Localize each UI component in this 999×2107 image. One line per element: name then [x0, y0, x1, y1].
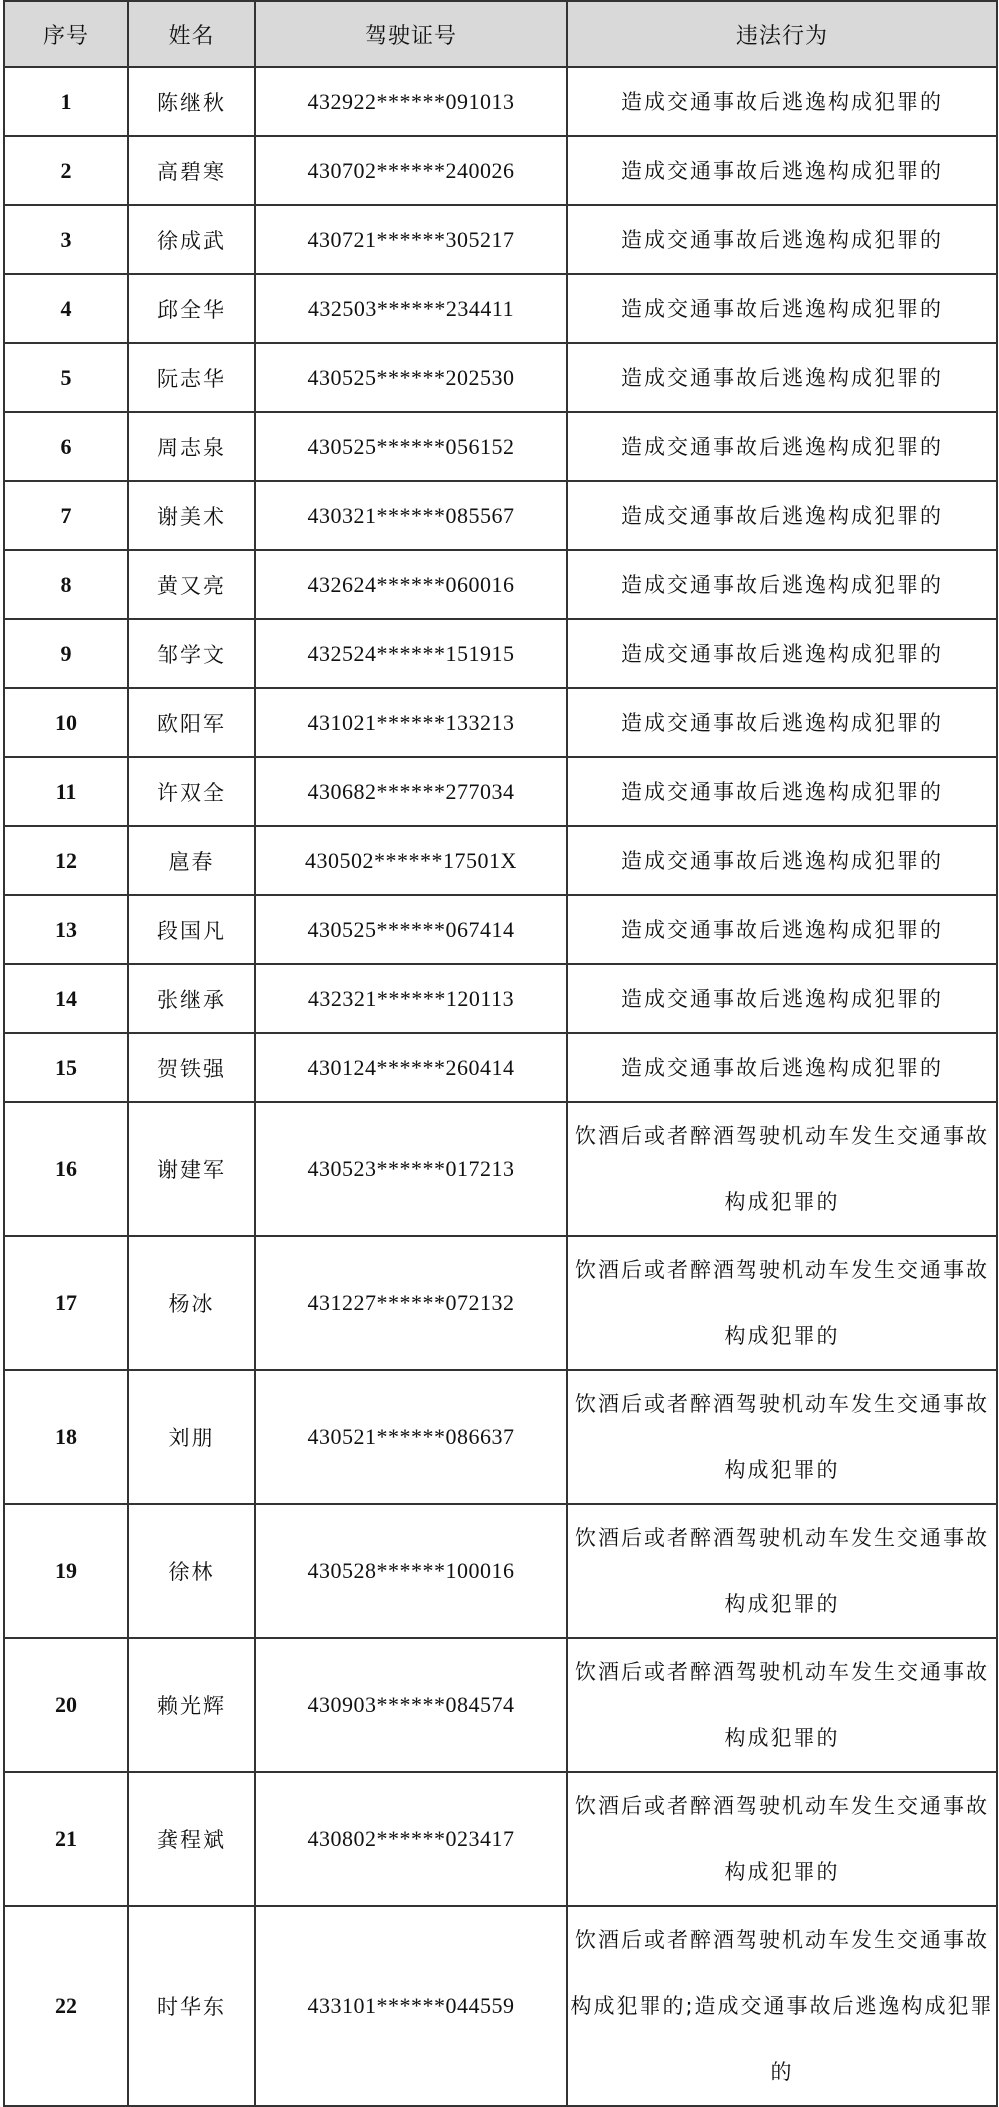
cell-serial-number: 14: [4, 964, 128, 1033]
cell-serial-number: 4: [4, 274, 128, 343]
cell-violation: 饮酒后或者醉酒驾驶机动车发生交通事故构成犯罪的: [567, 1102, 997, 1236]
cell-violation: 饮酒后或者醉酒驾驶机动车发生交通事故构成犯罪的: [567, 1638, 997, 1772]
cell-violation: 造成交通事故后逃逸构成犯罪的: [567, 757, 997, 826]
cell-license-number: 430721******305217: [255, 205, 567, 274]
cell-serial-number: 7: [4, 481, 128, 550]
table-row: [4, 826, 997, 895]
cell-license-number: 430525******202530: [255, 343, 567, 412]
cell-name: 陈继秋: [128, 67, 255, 136]
cell-serial-number: 22: [4, 1906, 128, 2106]
table-row: [4, 1370, 997, 1504]
cell-serial-number: 5: [4, 343, 128, 412]
cell-name: 黄又亮: [128, 550, 255, 619]
cell-violation: 饮酒后或者醉酒驾驶机动车发生交通事故构成犯罪的: [567, 1236, 997, 1370]
table-row: [4, 1504, 997, 1638]
cell-license-number: 431227******072132: [255, 1236, 567, 1370]
cell-license-number: 430521******086637: [255, 1370, 567, 1504]
table-row: [4, 619, 997, 688]
cell-name: 刘朋: [128, 1370, 255, 1504]
cell-serial-number: 8: [4, 550, 128, 619]
cell-name: 周志泉: [128, 412, 255, 481]
cell-license-number: 430682******277034: [255, 757, 567, 826]
cell-serial-number: 18: [4, 1370, 128, 1504]
cell-license-number: 432503******234411: [255, 274, 567, 343]
cell-serial-number: 2: [4, 136, 128, 205]
cell-serial-number: 13: [4, 895, 128, 964]
header-license-number: 驾驶证号: [255, 1, 567, 67]
cell-name: 扈春: [128, 826, 255, 895]
cell-name: 谢建军: [128, 1102, 255, 1236]
cell-license-number: 430528******100016: [255, 1504, 567, 1638]
cell-name: 赖光辉: [128, 1638, 255, 1772]
cell-serial-number: 9: [4, 619, 128, 688]
cell-license-number: 430502******17501X: [255, 826, 567, 895]
cell-violation: 饮酒后或者醉酒驾驶机动车发生交通事故构成犯罪的;造成交通事故后逃逸构成犯罪的: [567, 1906, 997, 2106]
cell-serial-number: 19: [4, 1504, 128, 1638]
table-row: [4, 757, 997, 826]
cell-serial-number: 15: [4, 1033, 128, 1102]
cell-serial-number: 3: [4, 205, 128, 274]
cell-license-number: 431021******133213: [255, 688, 567, 757]
table-row: [4, 1638, 997, 1772]
violation-records-table: [3, 0, 998, 2107]
cell-name: 许双全: [128, 757, 255, 826]
header-row: [4, 1, 997, 67]
cell-serial-number: 6: [4, 412, 128, 481]
cell-violation: 造成交通事故后逃逸构成犯罪的: [567, 67, 997, 136]
cell-name: 龚程斌: [128, 1772, 255, 1906]
table-row: [4, 1236, 997, 1370]
table-body: [4, 67, 997, 2106]
table-row: [4, 1102, 997, 1236]
cell-license-number: 432922******091013: [255, 67, 567, 136]
table-row: [4, 550, 997, 619]
header-name: 姓名: [128, 1, 255, 67]
cell-license-number: 430802******023417: [255, 1772, 567, 1906]
cell-violation: 造成交通事故后逃逸构成犯罪的: [567, 412, 997, 481]
cell-serial-number: 12: [4, 826, 128, 895]
table-row: [4, 895, 997, 964]
cell-license-number: 430523******017213: [255, 1102, 567, 1236]
cell-serial-number: 1: [4, 67, 128, 136]
cell-violation: 饮酒后或者醉酒驾驶机动车发生交通事故构成犯罪的: [567, 1504, 997, 1638]
cell-name: 杨冰: [128, 1236, 255, 1370]
cell-license-number: 433101******044559: [255, 1906, 567, 2106]
cell-violation: 造成交通事故后逃逸构成犯罪的: [567, 343, 997, 412]
cell-violation: 饮酒后或者醉酒驾驶机动车发生交通事故构成犯罪的: [567, 1772, 997, 1906]
cell-name: 段国凡: [128, 895, 255, 964]
cell-name: 徐成武: [128, 205, 255, 274]
cell-violation: 造成交通事故后逃逸构成犯罪的: [567, 274, 997, 343]
header-serial-number: 序号: [4, 1, 128, 67]
table-row: [4, 67, 997, 136]
table-row: [4, 688, 997, 757]
cell-serial-number: 16: [4, 1102, 128, 1236]
table-row: [4, 1772, 997, 1906]
cell-violation: 造成交通事故后逃逸构成犯罪的: [567, 205, 997, 274]
cell-license-number: 432321******120113: [255, 964, 567, 1033]
cell-name: 欧阳军: [128, 688, 255, 757]
header-violation: 违法行为: [567, 1, 997, 67]
table-row: [4, 1033, 997, 1102]
cell-violation: 造成交通事故后逃逸构成犯罪的: [567, 481, 997, 550]
cell-name: 时华东: [128, 1906, 255, 2106]
table-row: [4, 1906, 997, 2106]
cell-violation: 造成交通事故后逃逸构成犯罪的: [567, 826, 997, 895]
cell-violation: 造成交通事故后逃逸构成犯罪的: [567, 895, 997, 964]
cell-license-number: 430702******240026: [255, 136, 567, 205]
cell-violation: 造成交通事故后逃逸构成犯罪的: [567, 964, 997, 1033]
cell-violation: 饮酒后或者醉酒驾驶机动车发生交通事故构成犯罪的: [567, 1370, 997, 1504]
cell-name: 徐林: [128, 1504, 255, 1638]
table-row: [4, 343, 997, 412]
table-row: [4, 412, 997, 481]
cell-name: 高碧寒: [128, 136, 255, 205]
cell-license-number: 432524******151915: [255, 619, 567, 688]
cell-serial-number: 17: [4, 1236, 128, 1370]
cell-name: 贺铁强: [128, 1033, 255, 1102]
cell-serial-number: 21: [4, 1772, 128, 1906]
table-row: [4, 481, 997, 550]
cell-name: 邹学文: [128, 619, 255, 688]
cell-name: 邱全华: [128, 274, 255, 343]
table-row: [4, 274, 997, 343]
table-header: [4, 1, 997, 67]
cell-name: 谢美术: [128, 481, 255, 550]
cell-violation: 造成交通事故后逃逸构成犯罪的: [567, 1033, 997, 1102]
cell-license-number: 430525******056152: [255, 412, 567, 481]
cell-violation: 造成交通事故后逃逸构成犯罪的: [567, 619, 997, 688]
cell-license-number: 430903******084574: [255, 1638, 567, 1772]
cell-serial-number: 11: [4, 757, 128, 826]
cell-license-number: 430321******085567: [255, 481, 567, 550]
cell-license-number: 430124******260414: [255, 1033, 567, 1102]
cell-violation: 造成交通事故后逃逸构成犯罪的: [567, 550, 997, 619]
cell-name: 阮志华: [128, 343, 255, 412]
cell-name: 张继承: [128, 964, 255, 1033]
cell-serial-number: 10: [4, 688, 128, 757]
table-row: [4, 205, 997, 274]
cell-license-number: 430525******067414: [255, 895, 567, 964]
cell-serial-number: 20: [4, 1638, 128, 1772]
cell-violation: 造成交通事故后逃逸构成犯罪的: [567, 688, 997, 757]
table-row: [4, 964, 997, 1033]
cell-violation: 造成交通事故后逃逸构成犯罪的: [567, 136, 997, 205]
cell-license-number: 432624******060016: [255, 550, 567, 619]
table-row: [4, 136, 997, 205]
